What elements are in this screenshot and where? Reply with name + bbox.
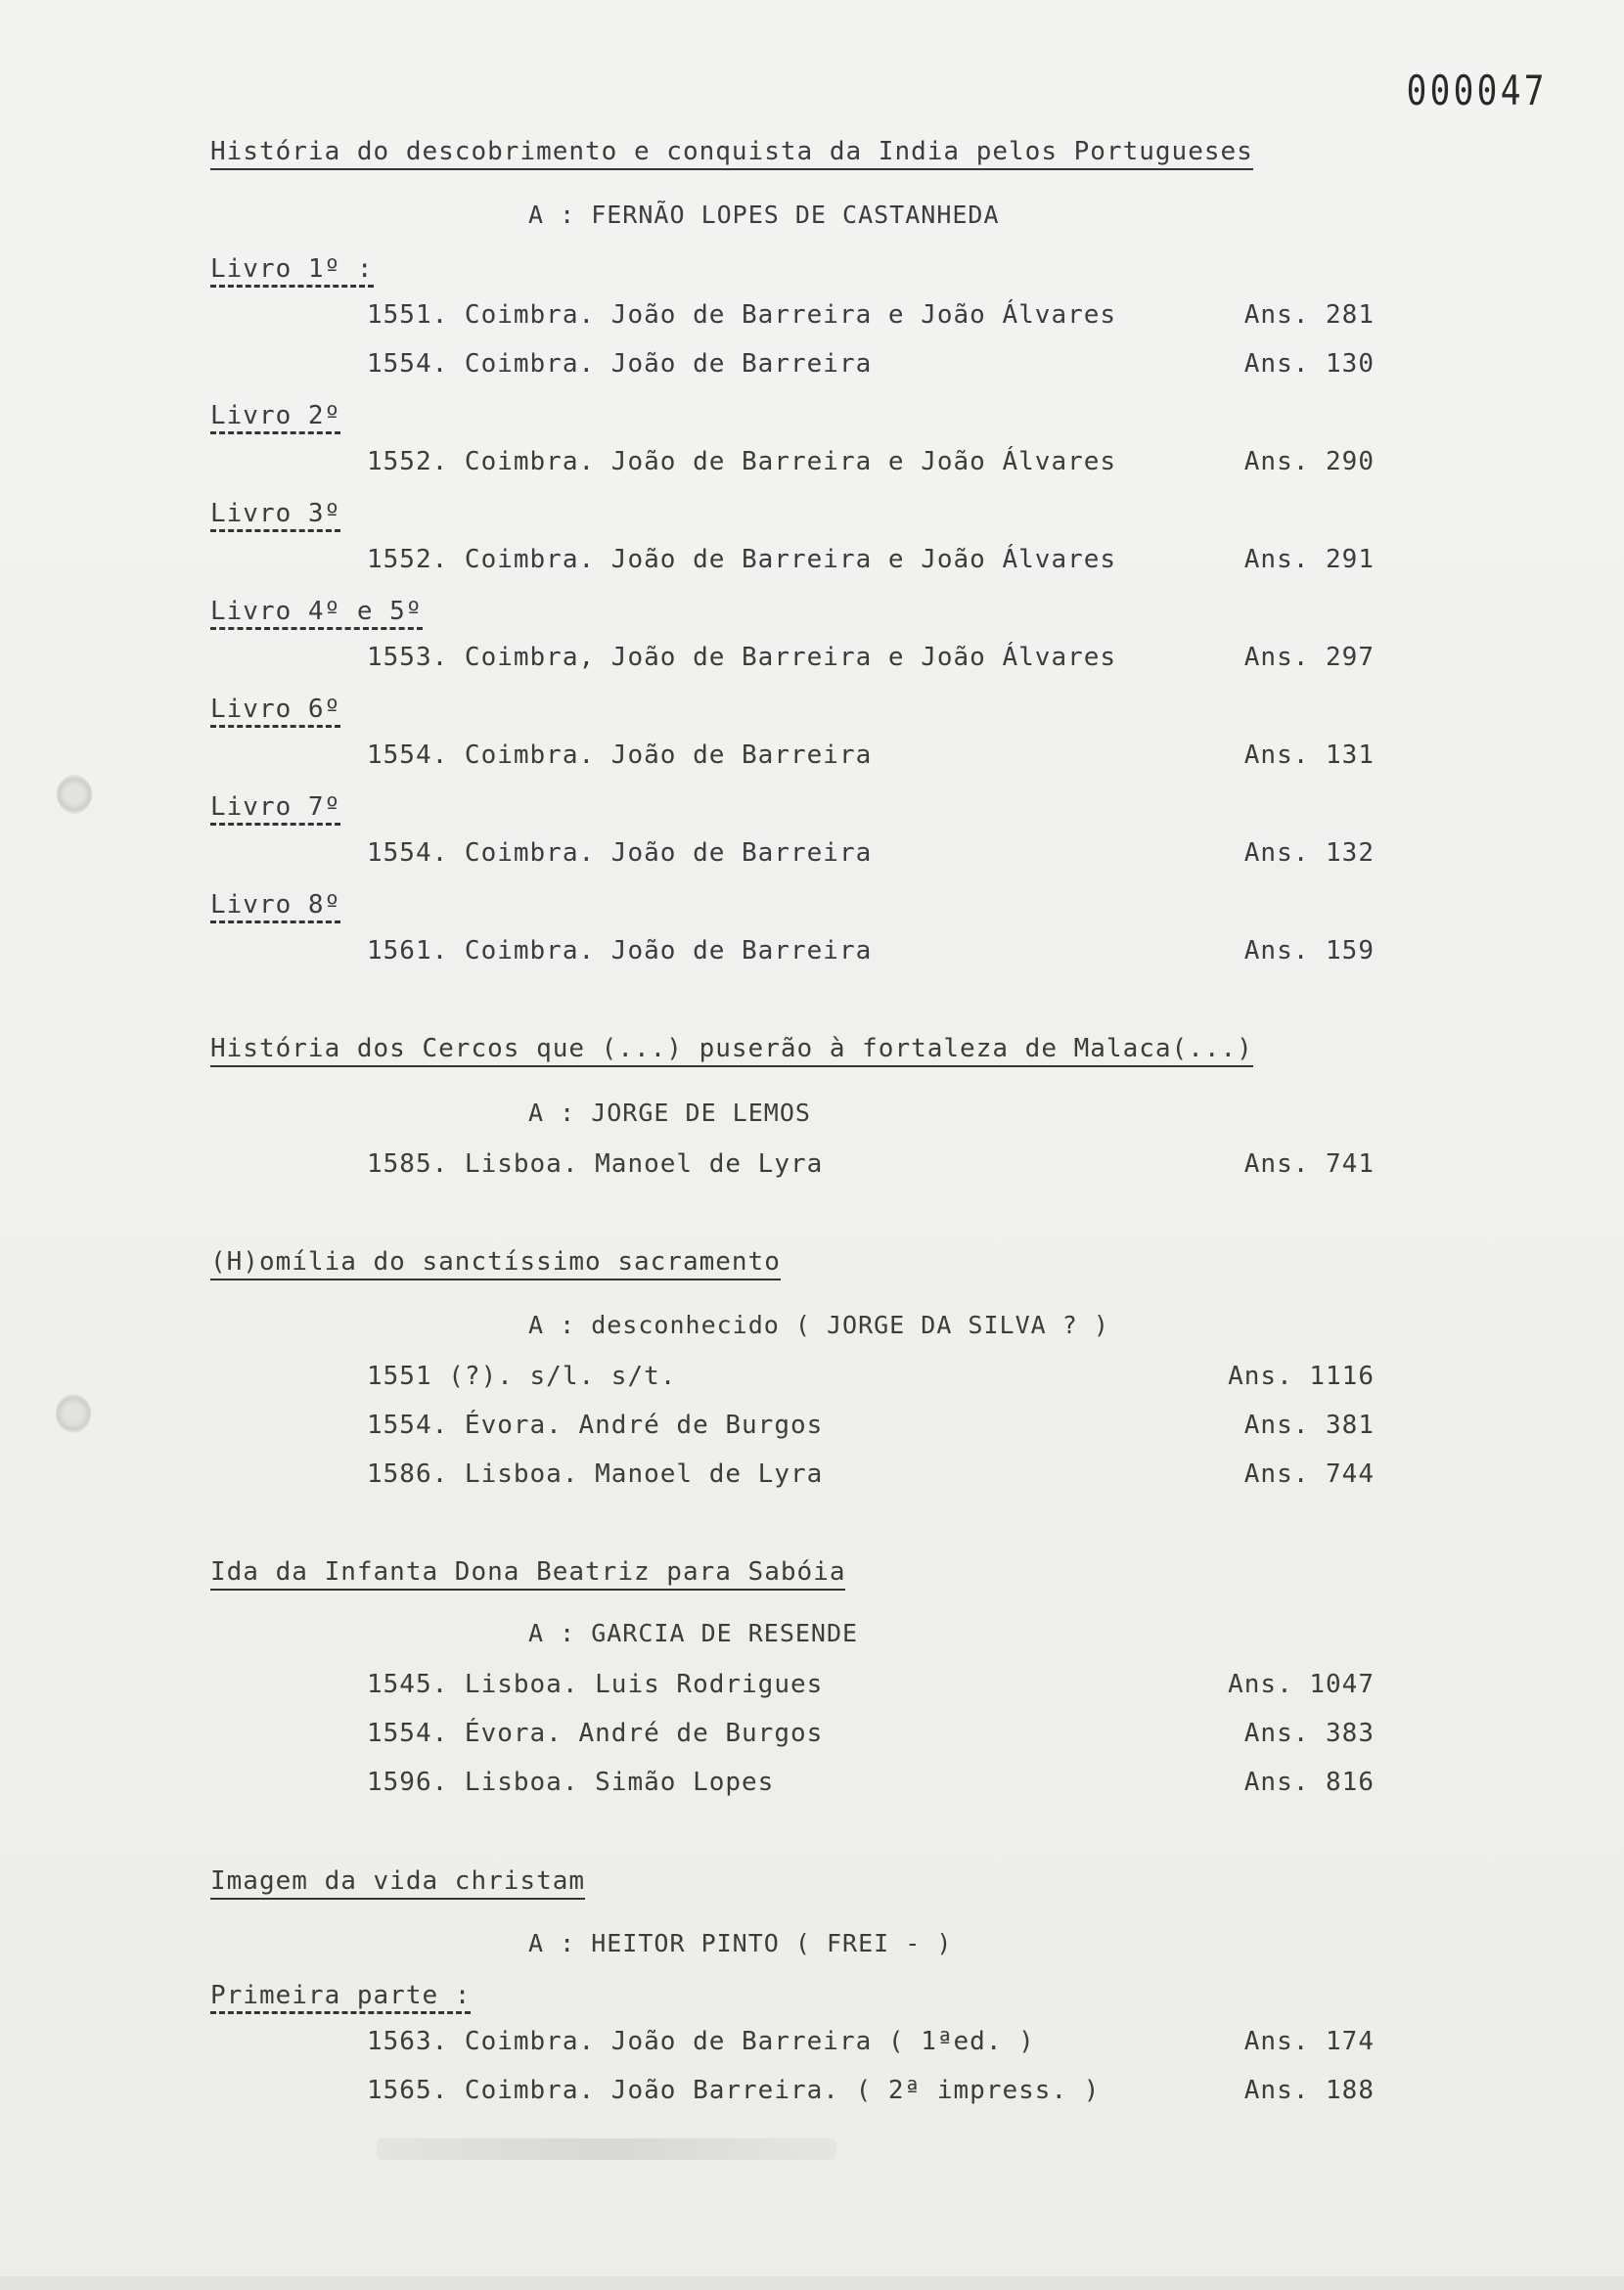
edition-ref: Ans. 816 [1243, 1768, 1375, 1797]
edition-text: 1554. Coimbra. João de Barreira [367, 838, 873, 868]
section-title: Imagem da vida christam [210, 1866, 585, 1900]
section-title: Ida da Infanta Dona Beatriz para Sabóia [210, 1557, 845, 1591]
section-title: História do descobrimento e conquista da India pelos Portugueses [210, 137, 1253, 170]
edition-ref: Ans. 130 [1243, 349, 1375, 379]
book-label: Livro 4º e 5º [210, 597, 423, 630]
edition-ref: Ans. 281 [1243, 300, 1375, 330]
edition-ref: Ans. 381 [1243, 1411, 1375, 1440]
book-label: Livro 6º [210, 695, 340, 728]
section-author: A : FERNÃO LOPES DE CASTANHEDA [528, 201, 1000, 229]
book-label: Livro 8º [210, 890, 340, 923]
paper-stain [56, 1394, 91, 1433]
edition-text: 1551 (?). s/l. s/t. [367, 1362, 677, 1391]
book-label: Primeira parte : [210, 1981, 471, 2014]
section-title: História dos Cercos que (...) puserão à fortaleza de Malaca(...) [210, 1034, 1253, 1067]
edition-text: 1563. Coimbra. João de Barreira ( 1ªed. ) [367, 2027, 1035, 2056]
edition-text: 1561. Coimbra. João de Barreira [367, 936, 873, 965]
section-author: A : HEITOR PINTO ( FREI - ) [528, 1929, 953, 1957]
section-title: (H)omília do sanctíssimo sacramento [210, 1247, 781, 1280]
edition-ref: Ans. 131 [1243, 741, 1375, 770]
edition-ref: Ans. 741 [1243, 1149, 1375, 1179]
edition-text: 1585. Lisboa. Manoel de Lyra [367, 1149, 824, 1179]
edition-text: 1552. Coimbra. João de Barreira e João Álvares [367, 545, 1117, 574]
book-label: Livro 3º [210, 499, 340, 532]
edition-text: 1551. Coimbra. João de Barreira e João Álvares [367, 300, 1117, 330]
section-author: A : JORGE DE LEMOS [528, 1099, 811, 1127]
edition-ref: Ans. 291 [1243, 545, 1375, 574]
edition-ref: Ans. 383 [1243, 1719, 1375, 1748]
paper-stain [57, 775, 92, 814]
edition-text: 1565. Coimbra. João Barreira. ( 2ª impress. ) [367, 2076, 1101, 2105]
page-bottom-edge [0, 2276, 1624, 2290]
page-number: 000047 [1406, 67, 1548, 114]
section-author: A : desconhecido ( JORGE DA SILVA ? ) [528, 1311, 1109, 1339]
book-label: Livro 1º : [210, 254, 374, 288]
faded-erased-line [377, 2138, 836, 2160]
edition-ref: Ans. 174 [1243, 2027, 1375, 2056]
edition-text: 1554. Coimbra. João de Barreira [367, 741, 873, 770]
edition-text: 1545. Lisboa. Luis Rodrigues [367, 1670, 824, 1699]
edition-text: 1586. Lisboa. Manoel de Lyra [367, 1459, 824, 1489]
edition-text: 1554. Coimbra. João de Barreira [367, 349, 873, 379]
book-label: Livro 2º [210, 401, 340, 434]
edition-text: 1553. Coimbra, João de Barreira e João Álvares [367, 643, 1117, 672]
edition-text: 1552. Coimbra. João de Barreira e João Álvares [367, 447, 1117, 476]
edition-ref: Ans. 290 [1243, 447, 1375, 476]
edition-ref: Ans. 744 [1243, 1459, 1375, 1489]
edition-text: 1554. Évora. André de Burgos [367, 1411, 824, 1440]
section-author: A : GARCIA DE RESENDE [528, 1619, 859, 1647]
edition-ref: Ans. 159 [1243, 936, 1375, 965]
edition-ref: Ans. 188 [1243, 2076, 1375, 2105]
book-label: Livro 7º [210, 792, 340, 826]
edition-text: 1554. Évora. André de Burgos [367, 1719, 824, 1748]
edition-ref: Ans. 297 [1243, 643, 1375, 672]
edition-ref: Ans. 1047 [1228, 1670, 1375, 1699]
edition-ref: Ans. 1116 [1228, 1362, 1375, 1391]
edition-text: 1596. Lisboa. Simão Lopes [367, 1768, 775, 1797]
edition-ref: Ans. 132 [1243, 838, 1375, 868]
